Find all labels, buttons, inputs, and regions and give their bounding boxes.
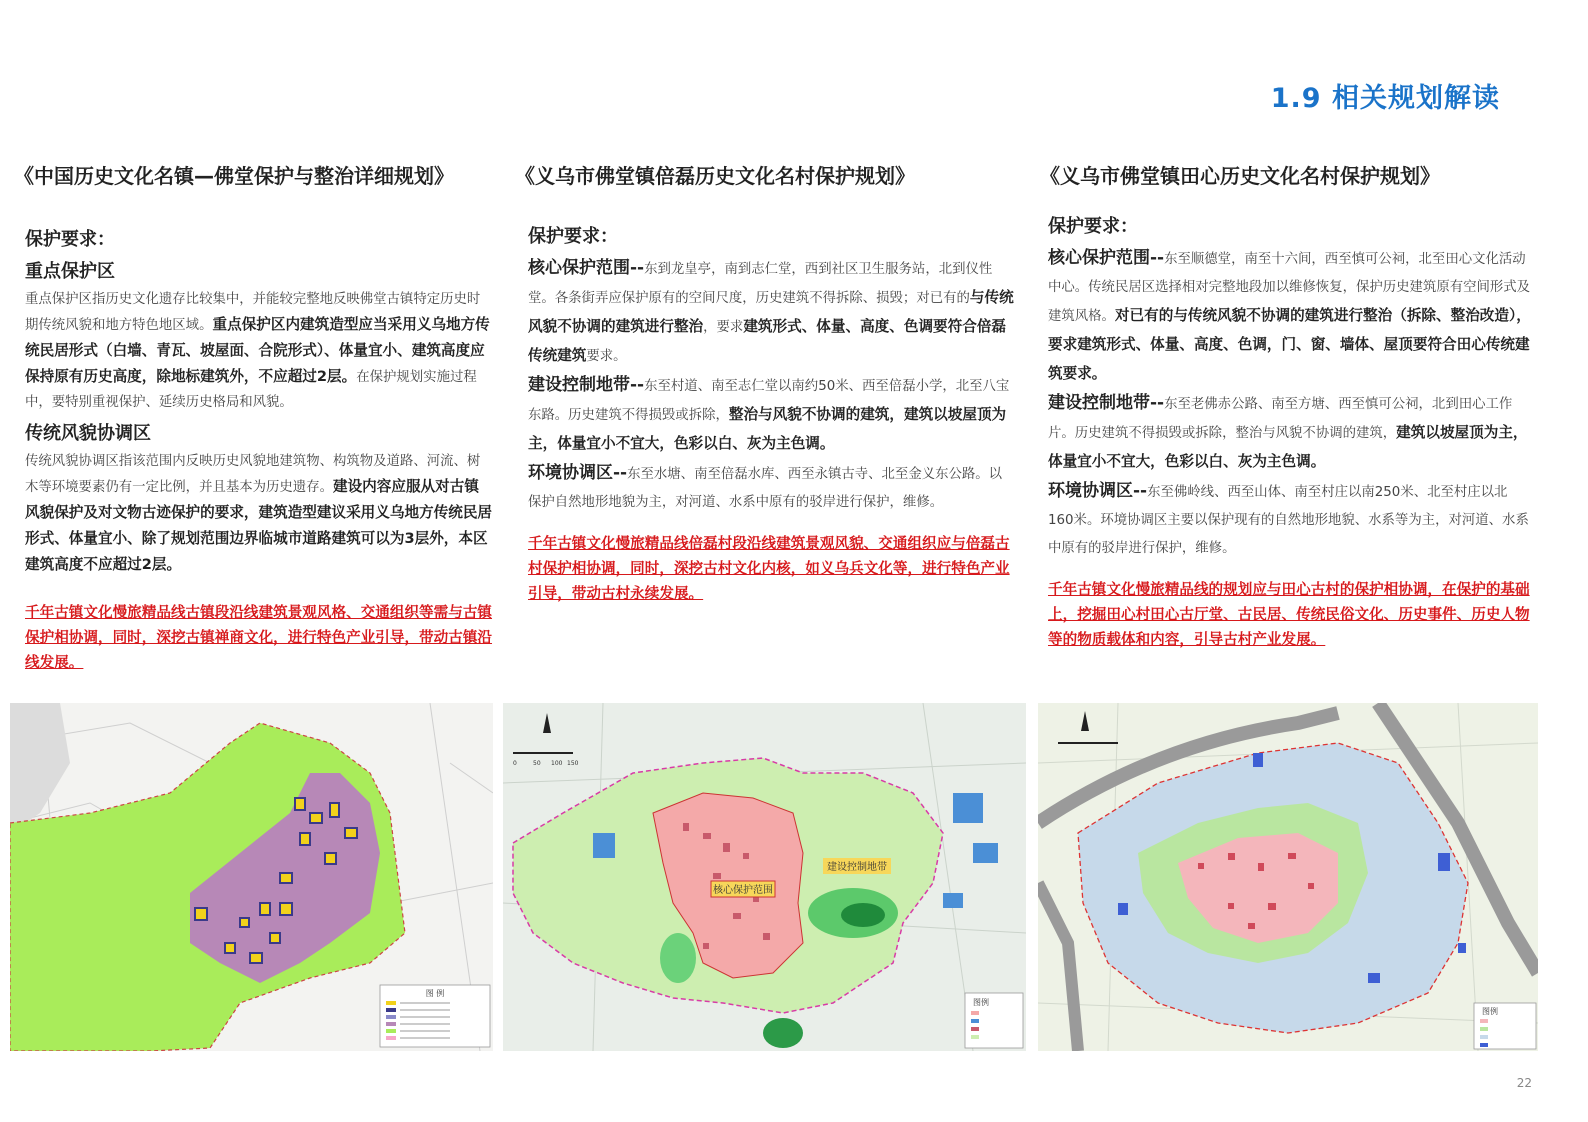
col1-red-note: 千年古镇文化慢旅精品线古镇段沿线建筑景观风格、交通组织等需与古镇保护相协调，同时，深挖古镇禅商文化，进行特色产业引导，带动古镇沿线发展。 <box>25 604 493 671</box>
col1-heading: 《中国历史文化名镇—佛堂保护与整治详细规划》 <box>14 164 454 188</box>
map3-legend-title: 图例 <box>1482 1007 1498 1016</box>
map-beilei-village-plan <box>503 703 1026 1051</box>
col2-core-text: 核心保护范围--东到龙皇亭，南到志仁堂，西到社区卫生服务站，北到仪性堂。各条街弄应保护原有的空间尺度，历史建筑不得拆除、损毁；对已有的与传统风貌不协调的建筑进行整治，要求建筑形式、体量、高度、色调要符合倍磊传统建筑要求。 <box>528 258 1014 364</box>
col3-core-text: 核心保护范围--东至顺德堂，南至十六间，西至慎可公祠，北至田心文化活动中心。传统民居区选择相对完整地段加以维修恢复，保护历史建筑原有空间形式及建筑风格。对已有的与传统风貌不协调的建筑进行整治（拆除、整治改造），要求建筑形式、体量、高度、色调，门、窗、墙体、屋顶要符合田心传统建筑要求。 <box>1048 248 1531 382</box>
map2-scale-0: 0 <box>513 760 517 767</box>
col3-heading: 《义乌市佛堂镇田心历史文化名村保护规划》 <box>1040 164 1440 188</box>
map2-scale-150: 150 <box>567 760 579 767</box>
col3-req-label: 保护要求： <box>1048 216 1138 237</box>
map2-core-label: 核心保护范围 <box>713 885 773 896</box>
map-foshan-town-plan <box>10 703 493 1051</box>
map2-scale-100: 100 <box>551 760 563 767</box>
page-title: 1.9 相关规划解读 <box>1270 83 1500 114</box>
col2-env-text: 环境协调区--东至水塘、南至倍磊水库、西至永镇古寺、北至金义东公路。以保护自然地形地貌为主，对河道、水系中原有的驳岸进行保护，维修。 <box>528 463 1003 510</box>
column-1 <box>14 160 454 189</box>
map2-buffer-label: 建设控制地带 <box>827 862 887 873</box>
col2-red-note: 千年古镇文化慢旅精品线倍磊村段沿线建筑景观风貌、交通组织应与倍磊古村保护相协调，同时，深挖古村文化内核，如义乌兵文化等，进行特色产业引导，带动古村永续发展。 <box>528 535 1010 602</box>
col1-sec1-text: 重点保护区指历史文化遗存比较集中，并能较完整地反映佛堂古镇特定历史时期传统风貌和地方特色地区域。重点保护区内建筑造型应当采用义乌地方传统民居形式（白墙、青瓦、坡屋面、合院形式）、体量宜小、建筑高度应保持原有历史高度，除地标建筑外，不应超过2层。在保护规划实施过程中，要特别重视保护、延续历史格局和风貌。 <box>25 292 490 410</box>
column-2 <box>515 160 915 189</box>
col3-body <box>1048 212 1532 652</box>
column-3 <box>1040 160 1440 189</box>
col1-body <box>25 225 493 675</box>
map2-legend-title: 图例 <box>973 998 989 1007</box>
col1-req-label: 保护要求： <box>25 229 115 250</box>
col1-sec2-text: 传统风貌协调区指该范围内反映历史风貌地建筑物、构筑物及道路、河流、树木等环境要素仍有一定比例，并且基本为历史遗存。建设内容应服从对古镇风貌保护及对文物古迹保护的要求，建筑造型建议采用义乌地方传统民居形式、体量宜小、除了规划范围边界临城市道路建筑可以为3层外，本区建筑高度不应超过2层。 <box>25 454 493 573</box>
col2-req-label: 保护要求： <box>528 226 618 247</box>
col1-sec2-title: 传统风貌协调区 <box>25 423 151 444</box>
map-tianxin-village-plan <box>1038 703 1538 1051</box>
col3-red-note: 千年古镇文化慢旅精品线的规划应与田心古村的保护相协调，在保护的基础上，挖掘田心村田心古厅堂、古民居、传统民俗文化、历史事件、历史人物等的物质载体和内容，引导古村产业发展。 <box>1048 581 1530 648</box>
page-number: 22 <box>1516 1076 1532 1090</box>
map1-legend-title: 图 例 <box>425 989 445 998</box>
col3-env-text: 环境协调区--东至佛岭线、西至山体、南至村庄以南250米、北至村庄以北160米。环境协调区主要以保护现有的自然地形地貌、水系等为主，对河道、水系中原有的驳岸进行保护，维修。 <box>1048 481 1529 556</box>
map2-scale-50: 50 <box>533 760 541 767</box>
col2-buffer-text: 建设控制地带--东至村道、南至志仁堂以南约50米、西至倍磊小学，北至八宝东路。历史建筑不得损毁或拆除，整治与风貌不协调的建筑，建筑以坡屋顶为主，体量宜小不宜大，色彩以白、灰为主色调。 <box>528 375 1010 452</box>
col1-sec1-title: 重点保护区 <box>25 261 115 282</box>
col2-body <box>528 222 1014 606</box>
col3-buffer-text: 建设控制地带--东至老佛赤公路、南至方塘、西至慎可公祠，北到田心工作片。历史建筑不得损毁或拆除，整治与风貌不协调的建筑，建筑以坡屋顶为主，体量宜小不宜大，色彩以白、灰为主色调。 <box>1048 393 1528 470</box>
col2-heading: 《义乌市佛堂镇倍磊历史文化名村保护规划》 <box>515 164 915 188</box>
